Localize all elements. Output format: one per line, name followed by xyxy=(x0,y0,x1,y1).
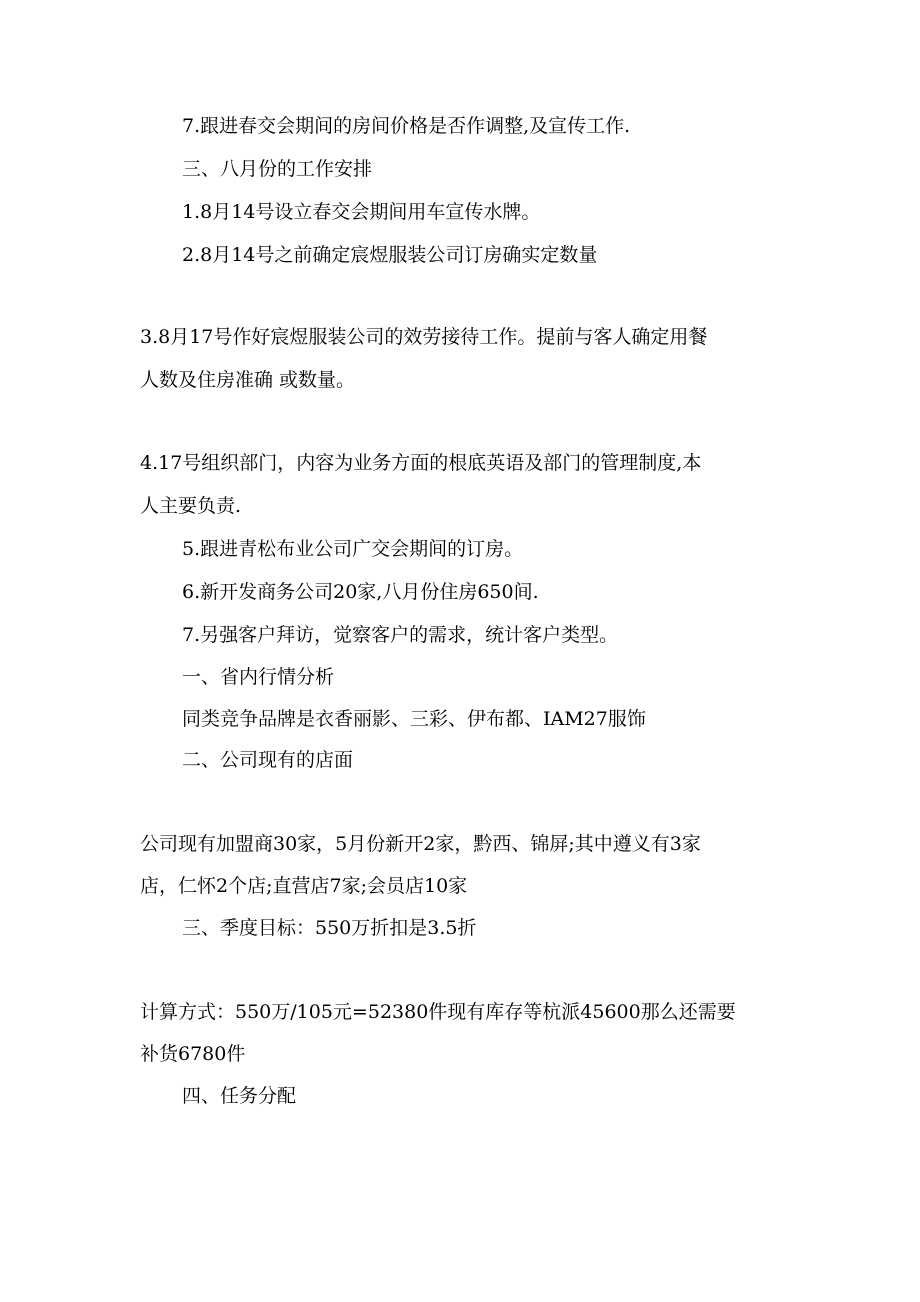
text-line: 7.跟进春交会期间的房间价格是否作调整,及宣传工作. xyxy=(182,115,631,137)
text-line: 公司现有加盟商30家，5月份新开2家，黔西、锦屏;其中遵义有3家 xyxy=(140,833,701,855)
text-line: 计算方式：550万/105元=52380件现有库存等杭派45600那么还需要 xyxy=(140,1001,736,1023)
text-line: 3.8月17号作好宸煜服装公司的效劳接待工作。提前与客人确定用餐 xyxy=(140,326,708,348)
text-line: 2.8月14号之前确定宸煜服装公司订房确实定数量 xyxy=(182,244,598,266)
section-heading: 二、公司现有的店面 xyxy=(182,749,354,771)
text-line: 同类竞争品牌是衣香丽影、三彩、伊布都、IAM27服饰 xyxy=(182,708,646,730)
text-line: 7.另强客户拜访，觉察客户的需求，统计客户类型。 xyxy=(182,624,619,646)
section-heading: 三、八月份的工作安排 xyxy=(182,158,373,180)
text-line: 店，仁怀2个店;直营店7家;会员店10家 xyxy=(140,875,468,897)
text-line: 4.17号组织部门，内容为业务方面的根底英语及部门的管理制度,本 xyxy=(140,452,702,474)
text-line: 5.跟进青松布业公司广交会期间的订房。 xyxy=(182,538,524,560)
text-line: 补货6780件 xyxy=(140,1043,246,1065)
section-heading: 一、省内行情分析 xyxy=(182,666,335,688)
text-line: 人主要负责. xyxy=(140,495,242,517)
section-heading: 四、任务分配 xyxy=(182,1085,297,1107)
section-heading: 三、季度目标：550万折扣是3.5折 xyxy=(182,917,477,939)
text-line: 1.8月14号设立春交会期间用车宣传水牌。 xyxy=(182,201,541,223)
text-line: 6.新开发商务公司20家,八月份住房650间. xyxy=(182,581,539,603)
text-line: 人数及住房准确 或数量。 xyxy=(140,369,356,391)
